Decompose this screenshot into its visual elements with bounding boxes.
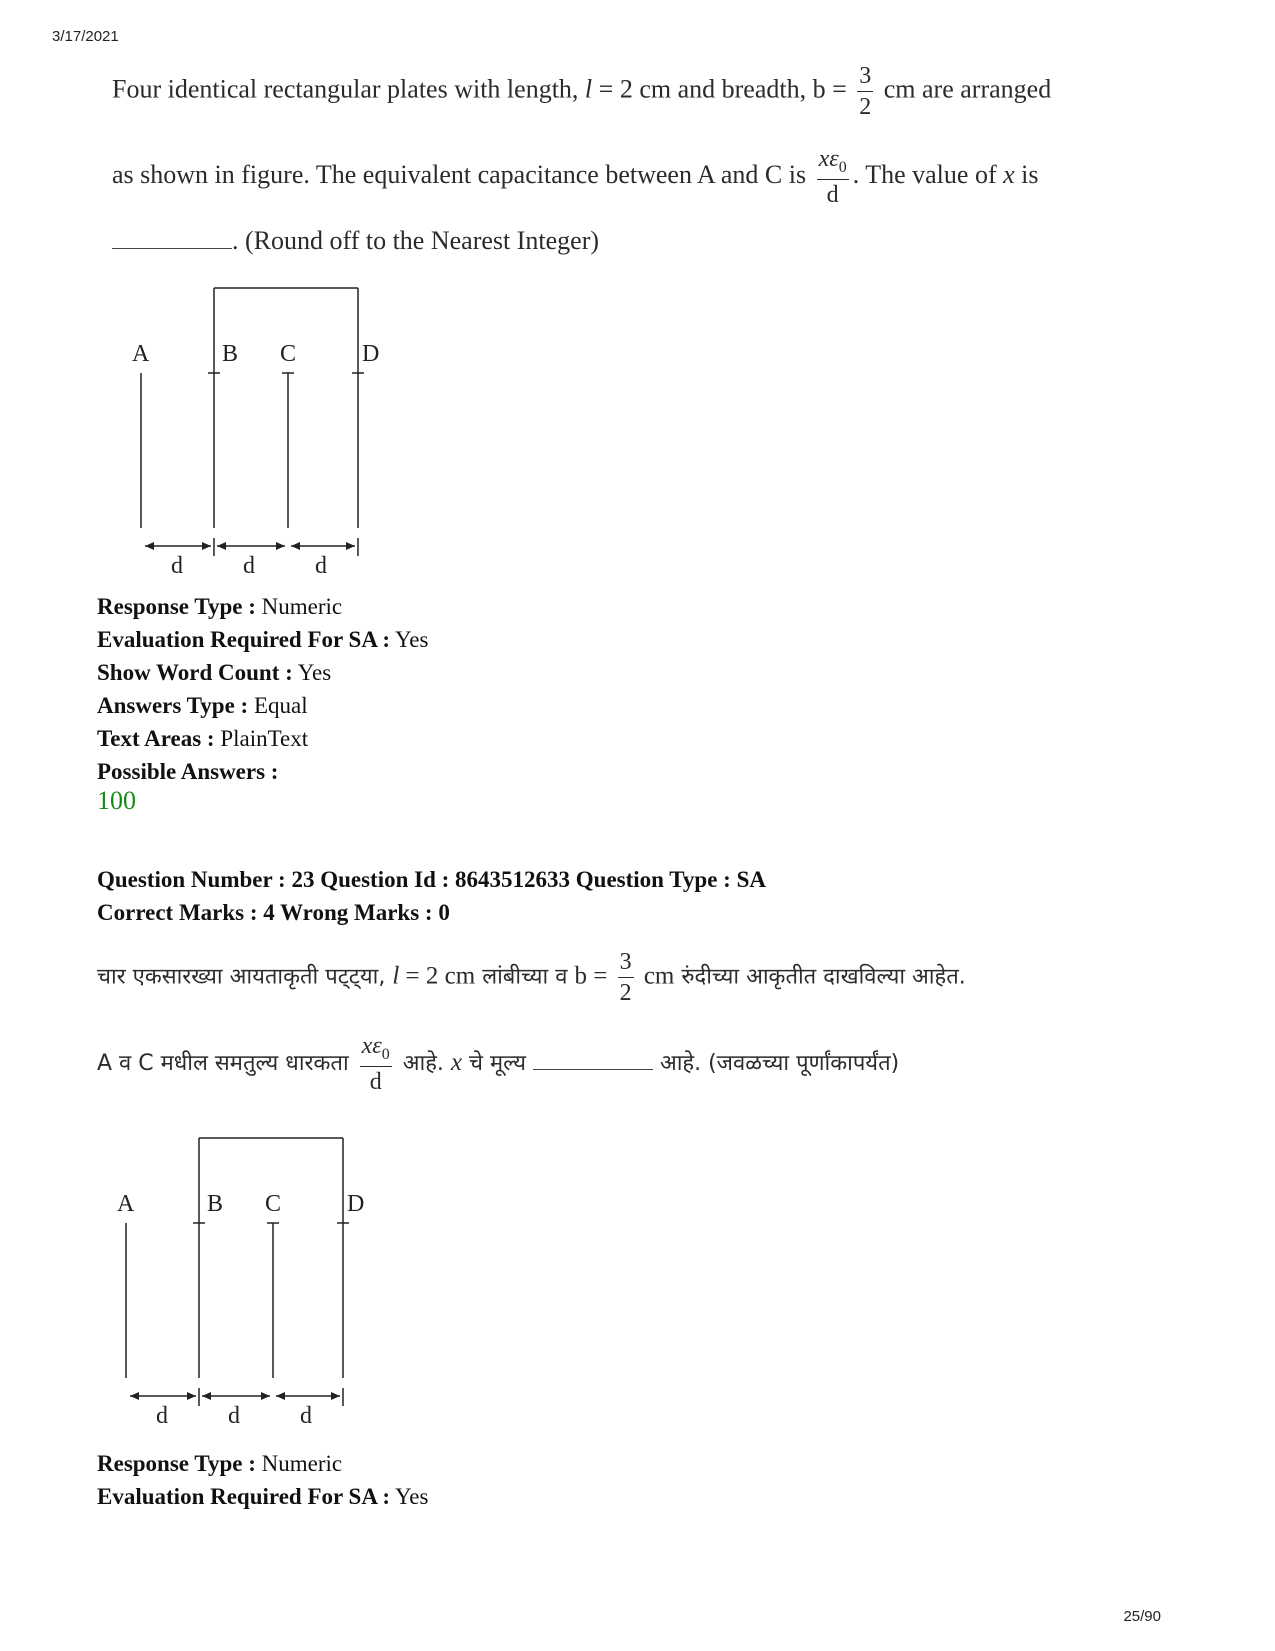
q23-header xyxy=(97,863,766,929)
q23-spacing-label-2: d xyxy=(228,1403,240,1429)
q23-length-symbol: l xyxy=(392,962,400,990)
q22-cap-num: xε xyxy=(818,146,839,172)
q22-frac-num: 3 xyxy=(857,64,873,92)
q22-length-symbol: l xyxy=(584,74,593,104)
q23-header-line-1: Question Number : 23 Question Id : 8643512633 Question Type : SA xyxy=(97,867,766,892)
q22-line1-b: = 2 cm and breadth, b = xyxy=(592,74,854,104)
q22-line-3 xyxy=(112,226,599,256)
print-date: 3/17/2021 xyxy=(52,28,119,45)
q23-line1-a: चार एकसारख्या आयताकृती पट्ट्या, xyxy=(97,964,386,990)
q23-spacing-label-3: d xyxy=(300,1403,312,1429)
q23-line-2 xyxy=(97,1034,899,1094)
q23-label-b: B xyxy=(207,1191,224,1217)
q22-answer-value: 100 xyxy=(97,786,136,815)
q22-line2-a: as shown in figure. The equivalent capacitance between A and C is xyxy=(112,159,813,189)
q23-cap-den: d xyxy=(369,1068,382,1095)
q22-line1-c: cm are arranged xyxy=(877,74,1052,104)
q22-meta xyxy=(97,590,428,788)
q23-x-symbol: x xyxy=(450,1048,463,1076)
q23-capacitance-fraction xyxy=(360,1034,392,1094)
q22-spacing-label-2: d xyxy=(243,553,255,579)
q22-possible-answers: Possible Answers : xyxy=(97,759,279,784)
q23-frac-den: 2 xyxy=(619,980,632,1006)
q23-label-c: C xyxy=(265,1191,282,1217)
q22-answer-blank xyxy=(112,230,232,249)
q23-line2-a: A व C मधील समतुल्य धारकता xyxy=(97,1050,356,1076)
q22-spacing-label-1: d xyxy=(171,553,183,579)
q23-line1-cm: cm xyxy=(637,962,675,990)
q22-breadth-fraction xyxy=(857,64,873,119)
q23-line2-b: आहे. xyxy=(395,1050,451,1076)
q23-line1-d: रुंदीच्या आकृतीत दाखविल्या आहेत. xyxy=(674,964,966,990)
q22-evaluation-required: Evaluation Required For SA : Yes xyxy=(97,627,429,652)
q23-frac-num: 3 xyxy=(618,950,634,978)
q22-label-b: B xyxy=(222,341,239,367)
q22-cap-den: d xyxy=(826,181,839,208)
q23-label-a: A xyxy=(117,1191,135,1217)
q22-label-a: A xyxy=(132,341,150,367)
q22-line-2 xyxy=(112,147,1039,207)
q23-breadth-fraction xyxy=(618,950,634,1005)
q23-line1-b: = 2 cm xyxy=(399,962,476,990)
q22-line-1 xyxy=(112,64,1051,119)
q22-response-type: Response Type : Numeric xyxy=(97,594,343,619)
q22-label-d: D xyxy=(362,341,380,367)
q23-answer-blank xyxy=(533,1051,653,1070)
q22-line2-c: is xyxy=(1014,159,1039,189)
q22-line1-a: Four identical rectangular plates with length, xyxy=(112,74,579,104)
q23-evaluation-required: Evaluation Required For SA : Yes xyxy=(97,1484,429,1509)
q22-text-areas: Text Areas : PlainText xyxy=(97,726,309,751)
q23-cap-sub: 0 xyxy=(381,1045,390,1063)
q23-meta xyxy=(97,1447,428,1513)
q22-label-c: C xyxy=(280,341,297,367)
q22-plates-figure xyxy=(110,280,400,580)
q23-header-line-2: Correct Marks : 4 Wrong Marks : 0 xyxy=(97,900,450,925)
q23-plates-figure xyxy=(95,1130,385,1430)
q22-frac-den: 2 xyxy=(859,94,872,120)
q23-line2-c: चे मूल्य xyxy=(462,1050,533,1076)
q22-spacing-label-3: d xyxy=(315,553,327,579)
q22-answers-type: Answers Type : Equal xyxy=(97,693,308,718)
q22-line2-b: . The value of xyxy=(852,159,1004,189)
q22-line3: . (Round off to the Nearest Integer) xyxy=(232,226,600,255)
page-number: 25/90 xyxy=(1123,1608,1161,1625)
q22-x-symbol: x xyxy=(1003,159,1015,189)
q22-show-word-count: Show Word Count : Yes xyxy=(97,660,332,685)
q23-spacing-label-1: d xyxy=(156,1403,168,1429)
q23-label-d: D xyxy=(347,1191,365,1217)
q22-capacitance-fraction xyxy=(817,147,849,207)
q23-line-1 xyxy=(97,950,966,1005)
q22-cap-sub: 0 xyxy=(838,158,847,176)
q23-line1-c: लांबीच्या व xyxy=(475,964,575,990)
q23-line1-bb: b = xyxy=(574,962,614,990)
q23-line2-d: आहे. (जवळच्या पूर्णांकापर्यंत) xyxy=(652,1050,900,1076)
q23-cap-num: xε xyxy=(361,1033,382,1059)
q23-response-type: Response Type : Numeric xyxy=(97,1451,343,1476)
